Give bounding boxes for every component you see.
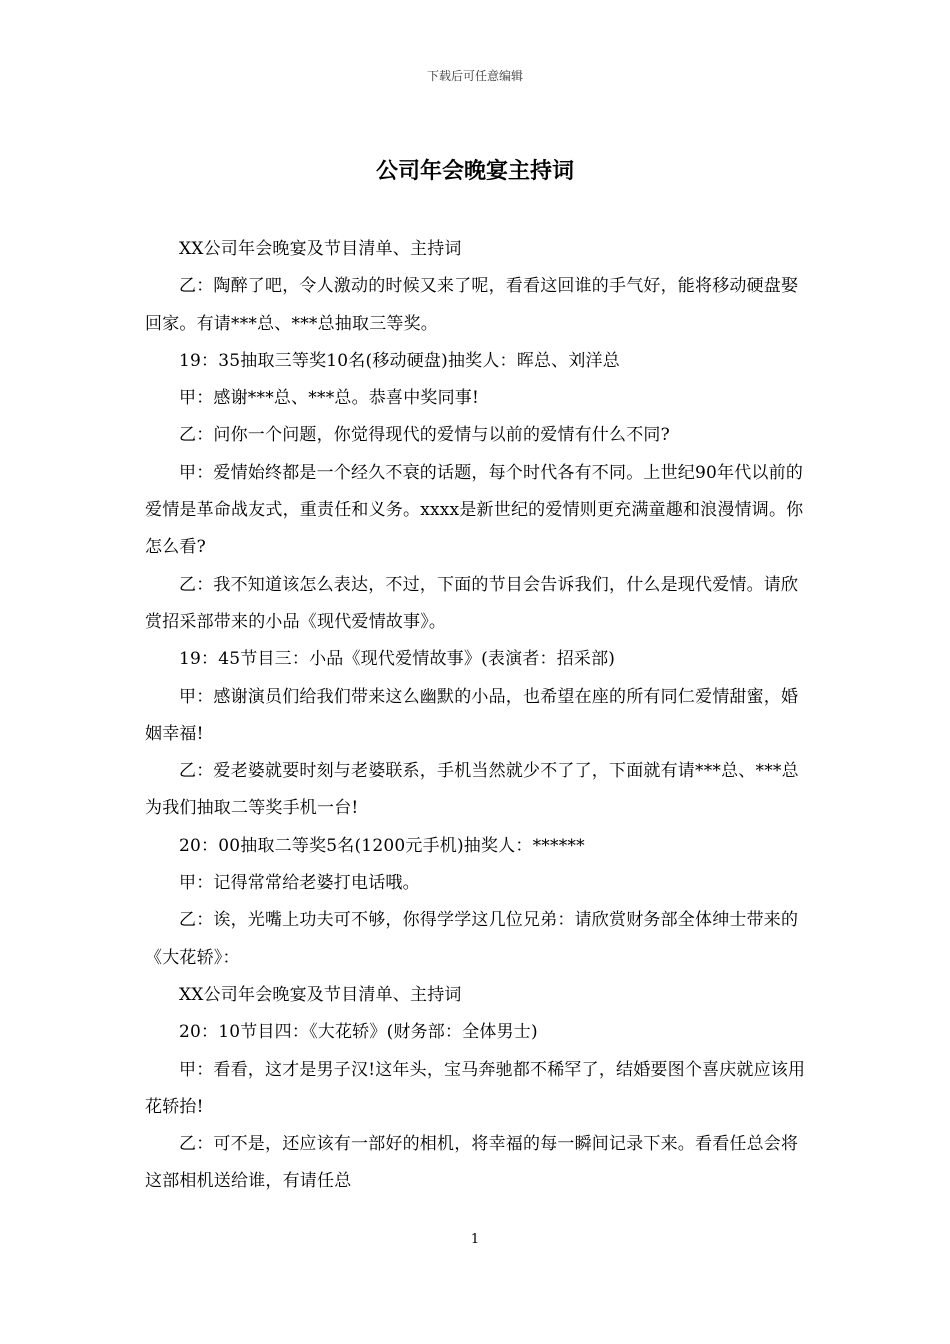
paragraph: XX公司年会晚宴及节目清单、主持词 <box>179 239 462 259</box>
paragraph: 20：00抽取二等奖5名(1200元手机)抽奖人：****** <box>179 835 585 856</box>
paragraph: 19：45节目三：小品《现代爱情故事》(表演者：招采部) <box>179 649 616 670</box>
document-body <box>145 231 810 1201</box>
paragraph: 19：35抽取三等奖10名(移动硬盘)抽奖人：晖总、刘洋总 <box>179 350 620 371</box>
paragraph: 20：10节目四：《大花轿》(财务部：全体男士) <box>179 1022 538 1043</box>
paragraph: 甲：感谢***总、***总。恭喜中奖同事! <box>179 388 480 409</box>
header-note: 下载后可任意编辑 <box>426 69 523 83</box>
paragraph: 乙：问你一个问题，你觉得现代的爱情与以前的爱情有什么不同? <box>179 425 670 446</box>
paragraph: 甲：爱情始终都是一个经久不衰的话题，每个时代各有不同。上世纪90年代以前的爱情是革命战友式，重责任和义务。xxxx是新世纪的爱情则更充满童趣和浪漫情调。你怎么看? <box>145 462 804 558</box>
paragraph: 甲：感谢演员们给我们带来这么幽默的小品，也希望在座的所有同仁爱情甜蜜，婚姻幸福! <box>145 686 799 744</box>
paragraph: 乙：陶醉了吧，令人激动的时候又来了呢，看看这回谁的手气好，能将移动硬盘娶回家。有请***总、***总抽取三等奖。 <box>145 276 799 334</box>
paragraph: 乙：我不知道该怎么表达，不过，下面的节目会告诉我们，什么是现代爱情。请欣赏招采部带来的小品《现代爱情故事》。 <box>145 574 799 632</box>
document-title: 公司年会晚宴主持词 <box>375 158 574 184</box>
paragraph: XX公司年会晚宴及节目清单、主持词 <box>179 984 462 1005</box>
page-number: 1 <box>470 1232 480 1247</box>
paragraph: 甲：记得常常给老婆打电话哦。 <box>179 873 420 894</box>
paragraph: 甲：看看，这才是男子汉!这年头，宝马奔驰都不稀罕了，结婚要图个喜庆就应该用花轿抬! <box>145 1059 806 1117</box>
paragraph: 乙：可不是，还应该有一部好的相机，将幸福的每一瞬间记录下来。看看任总会将这部相机送给谁，有请任总 <box>145 1134 799 1192</box>
paragraph: 乙：爱老婆就要时刻与老婆联系，手机当然就少不了了，下面就有请***总、***总为我们抽取二等奖手机一台! <box>145 761 799 819</box>
paragraph: 乙：诶，光嘴上功夫可不够，你得学学这几位兄弟：请欣赏财务部全体绅士带来的《大花轿》： <box>145 910 799 968</box>
